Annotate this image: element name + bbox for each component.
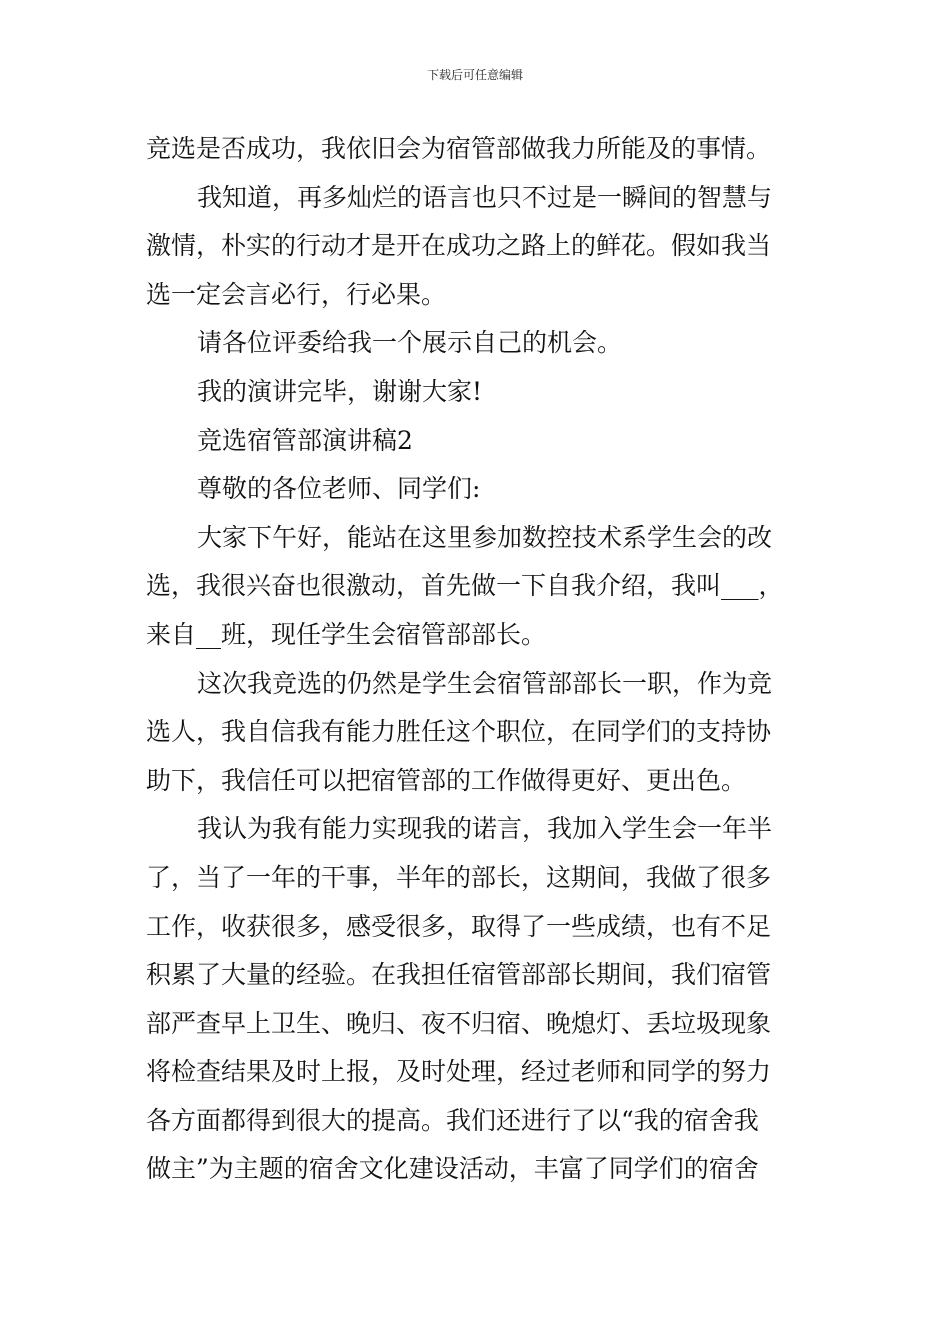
text-line: 尊敬的各位老师、同学们:	[197, 474, 481, 504]
text-line: 激情，朴实的行动才是开在成功之路上的鲜花。假如我当	[146, 231, 772, 261]
text-line: 来自__班，现任学生会宿管部部长。	[146, 619, 547, 649]
text-line: 积累了大量的经验。在我担任宿管部部长期间，我们宿管	[146, 960, 772, 990]
text-line: 助下，我信任可以把宿管部的工作做得更好、更出色。	[146, 765, 747, 795]
text-line: 工作，收获很多，感受很多，取得了一些成绩，也有不足	[146, 911, 772, 941]
text-line: 请各位评委给我一个展示自己的机会。	[197, 328, 623, 358]
text-line: 部严查早上卫生、晚归、夜不归宿、晚熄灯、丢垃圾现象	[146, 1008, 772, 1038]
text-line: 我认为我有能力实现我的诺言，我加入学生会一年半	[197, 814, 773, 844]
text-line: 了，当了一年的干事，半年的部长，这期间，我做了很多	[146, 862, 772, 892]
text-line: 选，我很兴奋也很激动，首先做一下自我介绍，我叫___，	[146, 571, 784, 601]
text-line: 做主”为主题的宿舍文化建设活动，丰富了同学们的宿舍	[146, 1154, 759, 1184]
text-line: 选人，我自信我有能力胜任这个职位，在同学们的支持协	[146, 717, 772, 747]
text-line: 这次我竞选的仍然是学生会宿管部部长一职，作为竞	[197, 668, 773, 698]
text-line: 我知道，再多灿烂的语言也只不过是一瞬间的智慧与	[197, 182, 773, 212]
page-header: 下载后可任意编辑	[426, 68, 523, 82]
text-line: 各方面都得到很大的提高。我们还进行了以“我的宿舍我	[146, 1105, 759, 1135]
text-line: 我的演讲完毕，谢谢大家!	[197, 376, 483, 406]
text-line: 选一定会言必行，行必果。	[146, 279, 447, 309]
text-line: 竞选是否成功，我依旧会为宿管部做我力所能及的事情。	[146, 134, 772, 163]
text-line: 竞选宿管部演讲稿2	[197, 425, 413, 455]
text-line: 将检查结果及时上报，及时处理，经过老师和同学的努力	[146, 1057, 772, 1087]
document-body	[146, 125, 811, 1194]
text-line: 大家下午好，能站在这里参加数控技术系学生会的改	[197, 522, 773, 552]
